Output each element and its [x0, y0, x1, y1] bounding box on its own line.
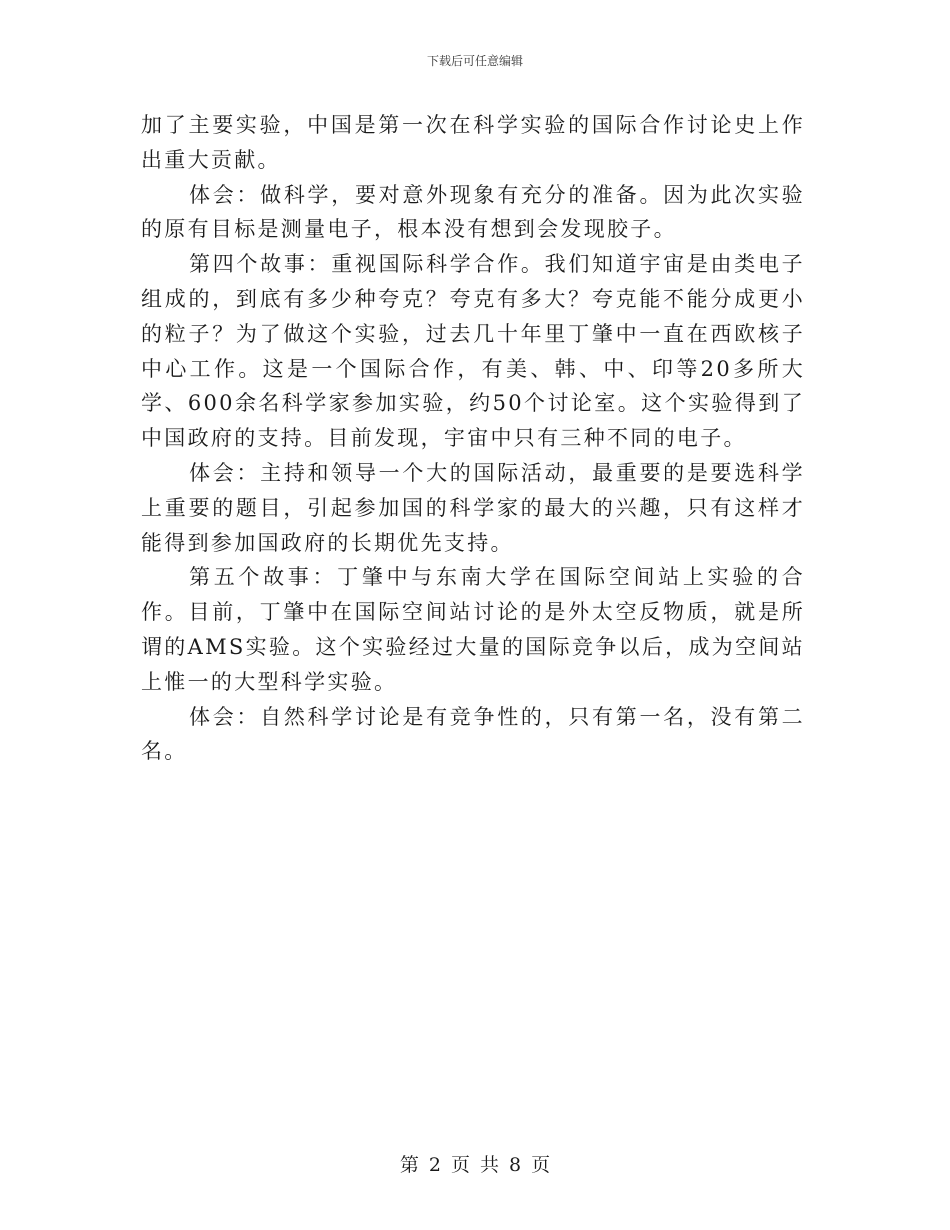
paragraph-continuation: 加了主要实验，中国是第一次在科学实验的国际合作讨论史上作出重大贡献。: [141, 113, 805, 172]
paragraph-story-5: 第五个故事：丁肇中与东南大学在国际空间站上实验的合作。目前，丁肇中在国际空间站讨论的是外太空反物质，就是所谓的AMS实验。这个实验经过大量的国际竞争以后，成为空间站上惟一的大型科学实验。: [141, 565, 805, 694]
document-body: [141, 108, 805, 769]
paragraph-reflection-3: 体会：做科学，要对意外现象有充分的准备。因为此次实验的原有目标是测量电子，根本没有想到会发现胶子。: [141, 182, 805, 242]
paragraph-reflection-4: 体会：主持和领导一个大的国际活动，最重要的是要选科学上重要的题目，引起参加国的科学家的最大的兴趣，只有这样才能得到参加国政府的长期优先支持。: [141, 460, 805, 555]
page-number-footer: 第 2 页 共 8 页: [399, 1154, 551, 1176]
paragraph-reflection-5: 体会：自然科学讨论是有竞争性的，只有第一名，没有第二名。: [141, 704, 805, 764]
paragraph-story-4: 第四个故事：重视国际科学合作。我们知道宇宙是由类电子组成的，到底有多少种夸克？夸克有多大？夸克能不能分成更小的粒子？为了做这个实验，过去几十年里丁肇中一直在西欧核子中心工作。这是一个国际合作，有美、韩、中、印等20多所大学、600余名科学家参加实验，约50个讨论室。这个实验得到了中国政府的支持。目前发现，宇宙中只有三种不同的电子。: [141, 252, 805, 451]
page-header: 下载后可任意编辑: [426, 54, 523, 68]
